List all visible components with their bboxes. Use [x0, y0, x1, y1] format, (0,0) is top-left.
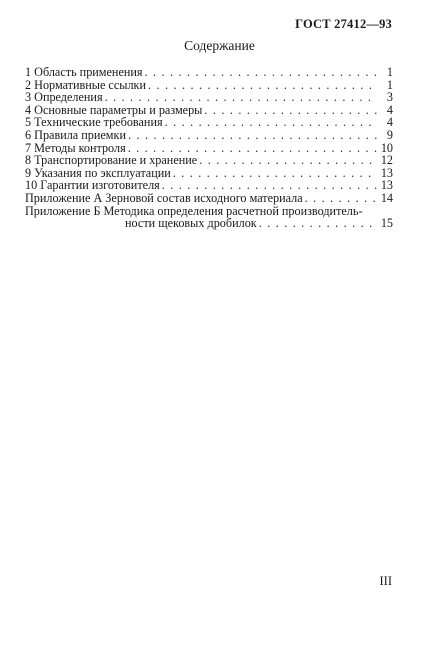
toc-entry-label: 7 Методы контроля	[25, 140, 126, 155]
leader-dots	[145, 66, 377, 79]
toc-entry-appendix-a	[25, 192, 393, 205]
toc-entry-label: 8 Транспортирование и хранение	[25, 153, 198, 168]
toc-title: Содержание	[184, 38, 255, 53]
toc-entry-label: ности щековых дробилок	[125, 216, 257, 231]
toc-entry-page: 3	[386, 90, 393, 105]
toc-entry-page: 12	[380, 153, 393, 168]
toc-entry-8	[25, 154, 393, 167]
leader-dots	[165, 116, 377, 129]
toc-entry-label: 4 Основные параметры и размеры	[25, 102, 203, 117]
document-code: ГОСТ 27412—93	[295, 17, 392, 31]
toc-entry-page: 13	[380, 165, 393, 180]
leader-dots	[148, 79, 377, 92]
toc-entry-1	[25, 66, 393, 79]
toc-entry-label: 2 Нормативные ссылки	[25, 77, 146, 92]
table-of-contents	[25, 66, 393, 230]
toc-entry-label: 9 Указания по эксплуатации	[25, 165, 171, 180]
toc-entry-page: 1	[386, 65, 393, 79]
toc-entry-page: 14	[380, 190, 393, 205]
toc-entry-page: 4	[386, 102, 393, 117]
leader-dots	[105, 91, 377, 104]
toc-entry-page: 9	[386, 127, 393, 142]
page-number: III	[379, 574, 392, 588]
leader-dots	[173, 167, 377, 180]
toc-entry-label: Приложение А Зерновой состав исходного материала	[25, 190, 303, 205]
leader-dots	[204, 104, 377, 117]
toc-entry-label: 3 Определения	[25, 90, 103, 105]
leader-dots	[259, 217, 377, 230]
toc-entry-3	[25, 91, 393, 104]
toc-entry-label: 1 Область применения	[25, 65, 143, 79]
toc-entry-label: 10 Гарантии изготовителя	[25, 178, 160, 193]
toc-entry-page: 15	[380, 216, 393, 231]
leader-dots	[199, 154, 377, 167]
toc-entry-label: 5 Технические требования	[25, 115, 163, 130]
toc-entry-page: 10	[380, 140, 393, 155]
toc-entry-appendix-b-continued	[25, 217, 393, 230]
toc-entry-label: 6 Правила приемки	[25, 127, 126, 142]
toc-entry-6	[25, 129, 393, 142]
toc-entry-page: 4	[386, 115, 393, 130]
leader-dots	[128, 129, 377, 142]
toc-entry-page: 13	[380, 178, 393, 193]
leader-dots	[305, 192, 377, 205]
toc-entry-page: 1	[386, 77, 393, 92]
toc-entry-label: Приложение Б Методика определения расчетной производитель-	[25, 203, 363, 218]
